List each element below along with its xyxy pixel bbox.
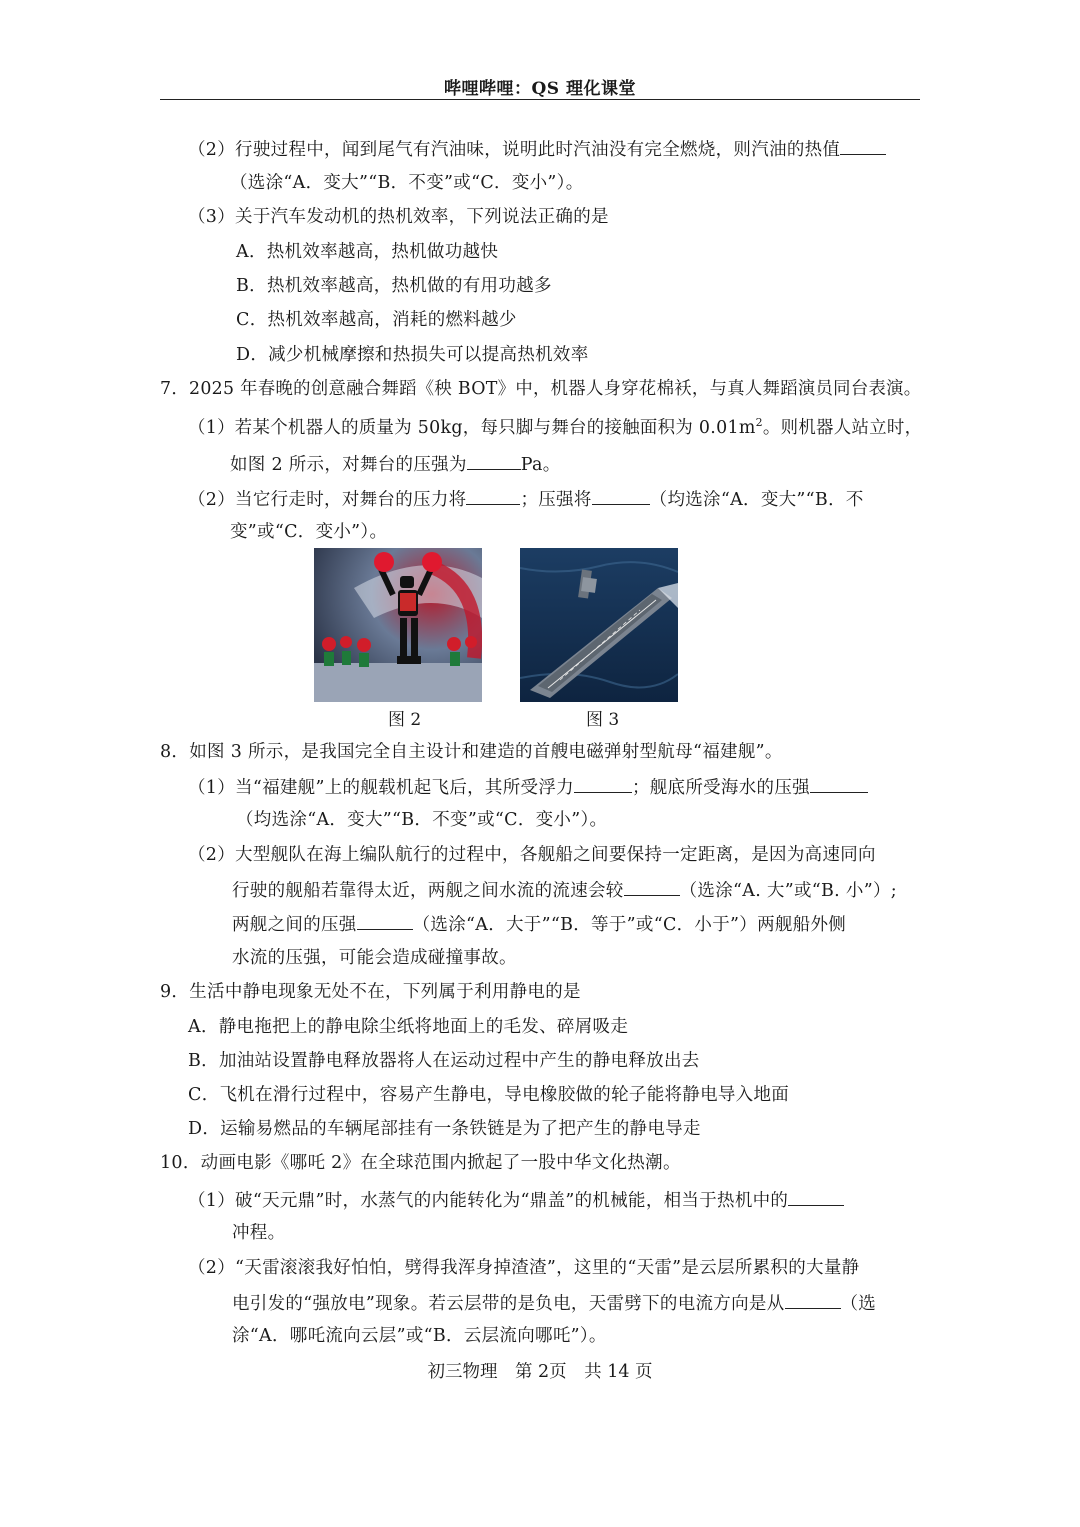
answer-blank[interactable] [467, 451, 521, 470]
q8-part2-line4: 水流的压强，可能会造成碰撞事故。 [232, 948, 517, 968]
answer-blank[interactable] [788, 1187, 844, 1206]
q10-part2-line1: （2）“天雷滚滚我好怕怕，劈得我浑身掉渣渣”，这里的“天雷”是云层所累积的大量静 [188, 1258, 860, 1278]
q6-part2-line2: （选涂“A．变大”“B．不变”或“C．变小”）。 [230, 173, 584, 193]
q6-option-a: A．热机效率越高，热机做功越快 [236, 242, 499, 262]
q7-part1-line1: （1）若某个机器人的质量为 50kg，每只脚与舞台的接触面积为 $0.01m^2$。则机器人站立时， [188, 416, 923, 438]
q7-part1-line2: 如图 2 所示，对舞台的压强为 Pa。 [230, 451, 561, 477]
q7-part2-line2: 变”或“C．变小”）。 [230, 522, 388, 542]
q9-option-b: B．加油站设置静电释放器将人在运动过程中产生的静电释放出去 [188, 1051, 700, 1071]
q6-part2-line1: （2）行驶过程中，闻到尾气有汽油味，说明此时汽油没有完全燃烧，则汽油的热值 [188, 136, 886, 162]
answer-blank[interactable] [357, 911, 413, 930]
q10-part2-line2: 电引发的“强放电”现象。若云层带的是负电，天雷劈下的电流方向是从 （选 [232, 1290, 876, 1316]
header-rule [160, 99, 920, 100]
answer-blank[interactable] [840, 136, 886, 155]
q9-stem: 9．生活中静电现象无处不在，下列属于利用静电的是 [160, 982, 581, 1002]
q8-part2-line3: 两舰之间的压强 （选涂“A．大于”“B．等于”或“C．小于”）两舰船外侧 [232, 911, 846, 937]
page-footer: 初三物理 第 2页 共 14 页 [427, 1362, 653, 1382]
q8-stem: 8．如图 3 所示，是我国完全自主设计和建造的首艘电磁弹射型航母“福建舰”。 [160, 742, 783, 762]
q8-part1-line1: （1）当“福建舰”上的舰载机起飞后，其所受浮力 ；舰底所受海水的压强 [188, 774, 868, 800]
answer-blank[interactable] [810, 774, 868, 793]
q6-option-b: B．热机效率越高，热机做的有用功越多 [236, 276, 552, 296]
answer-blank[interactable] [574, 774, 632, 793]
q8-part2-line1: （2）大型舰队在海上编队航行的过程中，各舰船之间要保持一定距离，是因为高速同向 [188, 845, 876, 865]
q7-stem: 7．2025 年春晚的创意融合舞蹈《秧 BOT》中，机器人身穿花棉袄，与真人舞蹈演员同台表演。 [160, 379, 922, 399]
figure-3-aircraft-carrier-image [520, 548, 678, 702]
q10-part1-line1: （1）破“天元鼎”时，水蒸气的内能转化为“鼎盖”的机械能，相当于热机中的 [188, 1187, 844, 1213]
q9-option-c: C．飞机在滑行过程中，容易产生静电，导电橡胶做的轮子能将静电导入地面 [188, 1085, 790, 1105]
q9-option-d: D．运输易燃品的车辆尾部挂有一条铁链是为了把产生的静电导走 [188, 1119, 701, 1139]
q6-option-c: C．热机效率越高，消耗的燃料越少 [236, 310, 517, 330]
figure-3-caption: 图 3 [586, 710, 620, 730]
answer-blank[interactable] [466, 486, 520, 505]
q10-stem: 10．动画电影《哪吒 2》在全球范围内掀起了一股中华文化热潮。 [160, 1153, 681, 1173]
page-header: 哔哩哔哩：QS 理化课堂 [443, 79, 636, 99]
q8-part2-line2: 行驶的舰船若靠得太近，两舰之间水流的流速会较 （选涂“A. 大”或“B. 小”）; [232, 877, 897, 903]
q6-part3-stem: （3）关于汽车发动机的热机效率，下列说法正确的是 [188, 207, 609, 227]
q9-option-a: A．静电拖把上的静电除尘纸将地面上的毛发、碎屑吸走 [188, 1017, 629, 1037]
figure-2-caption: 图 2 [388, 710, 422, 730]
q6-option-d: D．减少机械摩擦和热损失可以提高热机效率 [236, 345, 589, 365]
answer-blank[interactable] [624, 877, 680, 896]
q10-part2-line3: 涂“A．哪吒流向云层”或“B．云层流向哪吒”）。 [232, 1326, 607, 1346]
answer-blank[interactable] [785, 1290, 841, 1309]
figure-2-robot-dance-image [314, 548, 482, 702]
q7-part2-line1: （2）当它行走时，对舞台的压力将 ；压强将 （均选涂“A．变大”“B．不 [188, 486, 864, 512]
q8-part1-line2: （均选涂“A．变大”“B．不变”或“C．变小”）。 [236, 810, 608, 830]
q10-part1-line2: 冲程。 [232, 1223, 286, 1243]
answer-blank[interactable] [592, 486, 650, 505]
